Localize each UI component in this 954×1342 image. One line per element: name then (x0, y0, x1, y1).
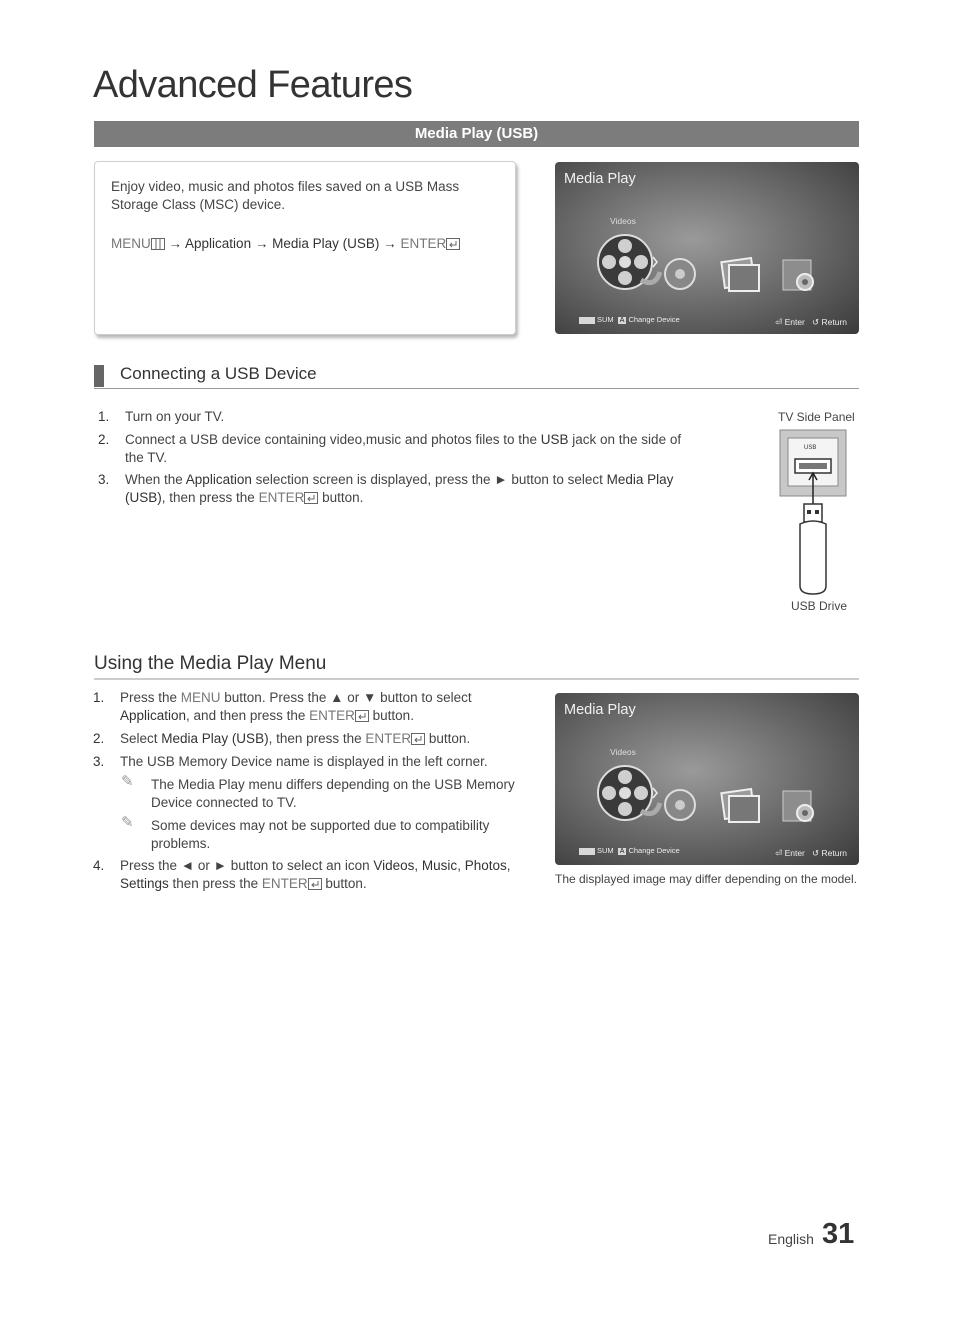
connecting-heading (94, 364, 859, 389)
page-number: 31 (822, 1218, 855, 1250)
videos-icon (598, 766, 660, 820)
image-caption: The displayed image may differ depending on the model. (555, 872, 857, 886)
note-icon: ✎ (121, 814, 134, 831)
return-icon: ↺ (811, 317, 820, 327)
arrow: → (383, 236, 397, 251)
note-icon: ✎ (121, 773, 134, 790)
tv-footer-right: ⏎ Enter ↺ Return (775, 317, 847, 327)
media-icons (595, 232, 845, 302)
heading-marker (94, 365, 104, 387)
photos-icon (721, 789, 759, 822)
media-icons (595, 763, 845, 833)
connecting-steps: 1. Turn on your TV. 2. Connect a USB device containing video,music and photos files to the USB jack on the side of the TV. 3. When the Application selection screen is displayed, press the ► button to select Media Play (USB), then press the ENTER button. (98, 409, 682, 505)
music-icon (665, 790, 695, 820)
enter-icon (411, 733, 425, 745)
tv-title: Media Play (564, 702, 636, 718)
menu-label: MENU (111, 236, 151, 251)
return-icon: ↺ (811, 848, 820, 858)
videos-label: Videos (610, 747, 636, 757)
enter-icon (308, 878, 322, 890)
enter-icon: ⏎ (775, 848, 783, 858)
enter-icon (355, 710, 369, 722)
intro-text: Enjoy video, music and photos files saved on a USB Mass Storage Class (MSC) device. (111, 179, 460, 212)
menu-icon (151, 238, 165, 250)
media-play-label: Media Play (USB) (272, 236, 380, 251)
photos-icon (721, 258, 759, 291)
usb-diagram (776, 428, 851, 600)
videos-icon (598, 235, 660, 289)
using-steps: 1. Press the MENU button. Press the ▲ or ▼ button to select Application, and then press the ENTER button. 2. Select Media Play (USB), then press the ENTER button. 3. The USB Memory Device name is displayed in the left corner. ✎ The Media Play menu differs depending on the USB Memory Device connected to TV. ✎ Some devices may not be supported due to compatibility problems. 4. Press the ◄ or ► button to select an icon Videos, Music, Photos, Settings then press the ENTER button. (93, 690, 515, 891)
menu-path (111, 236, 460, 251)
usb-drive-label: USB Drive (791, 599, 848, 613)
settings-icon (783, 791, 813, 821)
music-icon (665, 259, 695, 289)
connecting-heading-text: Connecting a USB Device (120, 364, 317, 383)
media-play-screen-2 (555, 693, 859, 865)
usb-port-label: USB (804, 445, 817, 451)
enter-icon: ⏎ (775, 317, 783, 327)
arrow: → (168, 236, 183, 251)
page-title: Advanced Features (93, 64, 413, 106)
tv-footer-left: SUM A Change Device (577, 315, 680, 324)
intro-box (94, 161, 516, 335)
enter-icon (304, 492, 318, 504)
tv-title: Media Play (564, 171, 636, 187)
enter-icon (446, 238, 460, 250)
section-bar: Media Play (USB) (94, 121, 859, 147)
enter-label: ENTER (400, 236, 447, 251)
tv-side-panel-label: TV Side Panel (778, 410, 855, 424)
application-label: Application (185, 236, 252, 251)
tv-footer-right: ⏎ Enter ↺ Return (775, 848, 847, 858)
media-play-screen-1 (555, 162, 859, 334)
settings-icon (783, 260, 813, 290)
videos-label: Videos (610, 216, 636, 226)
using-heading: Using the Media Play Menu (94, 653, 859, 680)
tv-footer-left: SUM A Change Device (577, 846, 680, 855)
arrow: → (254, 236, 269, 251)
footer-language: English (768, 1231, 814, 1247)
